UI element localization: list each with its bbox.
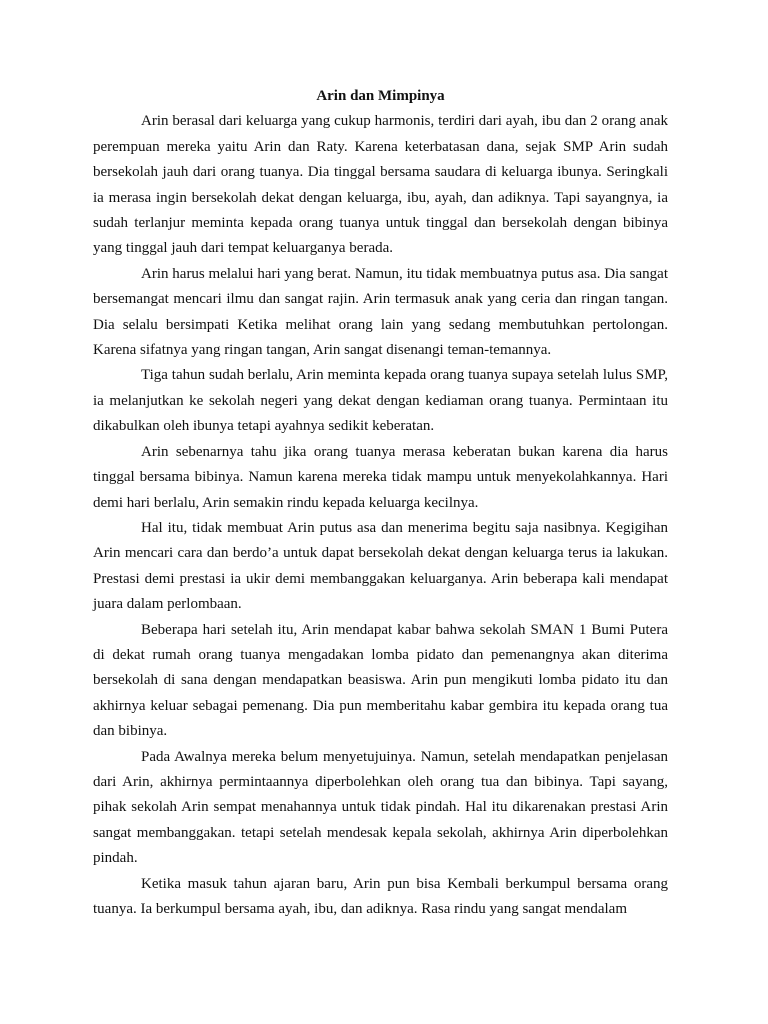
paragraph-8: Ketika masuk tahun ajaran baru, Arin pun bisa Kembali berkumpul bersama orang tuanya. Ia berkumpul bersama ayah, ibu, dan adiknya. Rasa rindu yang sangat mendalam — [93, 875, 668, 917]
paragraph-7: Pada Awalnya mereka belum menyetujuinya. Namun, setelah mendapatkan penjelasan dari Arin, akhirnya permintaannya diperbolehkan oleh orang tua dan bibinya. Tapi sayang, pihak sekolah Arin sempat menahannya untuk tidak pindah. Hal itu dikarenakan prestasi Arin sangat membanggakan. tetapi setelah mendesak kepala sekolah, akhirnya Arin diperbolehkan pindah. — [93, 748, 668, 867]
paragraph-4: Arin sebenarnya tahu jika orang tuanya merasa keberatan bukan karena dia harus tinggal bersama bibinya. Namun karena mereka tidak mampu untuk menyekolahkannya. Hari demi hari berlalu, Arin semakin rindu kepada keluarga kecilnya. — [93, 443, 668, 511]
paragraph-1: Arin berasal dari keluarga yang cukup harmonis, terdiri dari ayah, ibu dan 2 orang anak perempuan mereka yaitu Arin dan Raty. Karena keterbatasan dana, sejak SMP Arin sudah bersekolah jauh dari orang tuanya. Dia tinggal bersama saudara di keluarga ibunya. Seringkali ia merasa ingin bersekolah dekat dengan keluarga, ibu, ayah, dan adiknya. Tapi sayangnya, ia sudah terlanjur meminta kepada orang tuanya untuk tinggal dan bersekolah dengan bibinya yang tinggal jauh dari tempat keluarganya berada. — [93, 113, 668, 257]
paragraph-2: Arin harus melalui hari yang berat. Namun, itu tidak membuatnya putus asa. Dia sangat bersemangat mencari ilmu dan sangat rajin. Arin termasuk anak yang ceria dan ringan tangan. Dia selalu bersimpati Ketika melihat orang lain yang sedang membutuhkan pertolongan. Karena sifatnya yang ringan tangan, Arin sangat disenangi teman-temannya. — [93, 265, 668, 359]
paragraph-3: Tiga tahun sudah berlalu, Arin meminta kepada orang tuanya supaya setelah lulus SMP, ia melanjutkan ke sekolah negeri yang dekat dengan kediaman orang tuanya. Permintaan itu dikabulkan oleh ibunya tetapi ayahnya sedikit keberatan. — [93, 367, 668, 435]
document-body — [93, 84, 668, 922]
document-title: Arin dan Mimpinya — [316, 88, 445, 104]
paragraph-6: Beberapa hari setelah itu, Arin mendapat kabar bahwa sekolah SMAN 1 Bumi Putera di dekat rumah orang tuanya mengadakan lomba pidato dan pemenangnya akan diterima bersekolah di sana dengan mendapatkan beasiswa. Arin pun mengikuti lomba pidato itu dan akhirnya keluar sebagai pemenang. Dia pun memberitahu kabar gembira itu kepada orang tua dan bibinya. — [93, 621, 668, 740]
paragraph-5: Hal itu, tidak membuat Arin putus asa dan menerima begitu saja nasibnya. Kegigihan Arin mencari cara dan berdo’a untuk dapat bersekolah dekat dengan keluarga terus ia lakukan. Prestasi demi prestasi ia ukir demi membanggakan keluarganya. Arin beberapa kali mendapat juara dalam perlombaan. — [93, 519, 668, 613]
